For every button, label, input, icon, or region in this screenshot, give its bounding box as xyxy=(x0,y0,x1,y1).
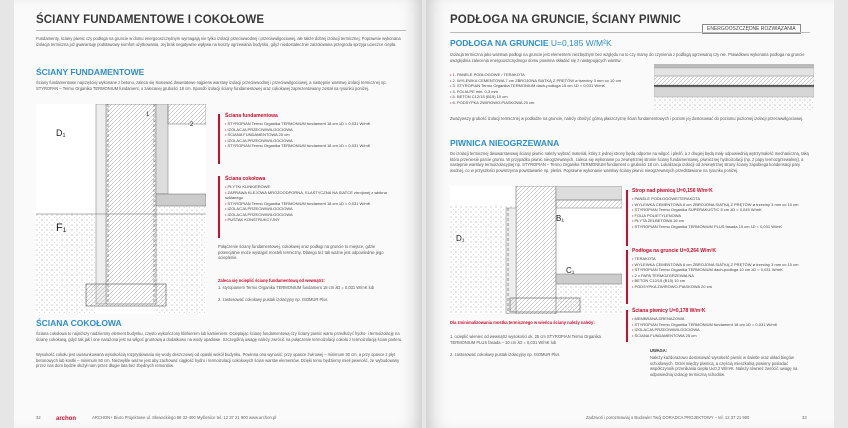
list-item: • 1. PANELE PODŁOGOWE / TERAKOTA xyxy=(450,72,650,78)
label-d1: D₁ xyxy=(456,234,465,243)
section-title-podloga-text: PODŁOGA NA GRUNCIE xyxy=(450,38,549,48)
bridge-item: 2. zastosować cokołowy pustak izolacyjny np. ISOMUR Plus xyxy=(450,352,560,357)
callout-bar-f1 xyxy=(218,114,220,164)
list-item: • PŁYTKI KLINKIEROWE xyxy=(225,184,400,190)
sciana-piwnicy-layer-list xyxy=(632,316,812,338)
list-item: • STYROPIAN Termo Organika TERMONIUM fundament 18 cm λD = 0,031 W/mK xyxy=(225,143,405,149)
list-item: • PUSTAK KONSTRUKCYJNY xyxy=(225,217,400,223)
section-text-cokolowa: Ściana cokołowa to najniższy nadziemny element budynku, często wykończony klinkierem lub kamieniem. Ocieplając ścianę fundamentową czy ściany piwnic warto przedłużyć hydro- i termoizolację na ścianę cokołową, gdyż tak jak i one narażona jest na wilgoć gruntową a dodatkowo na wody opadowe. Szczególną uwagę należy zwrócić na połączenie termoizolacji cokołu z termoizolacją ścian parteru. xyxy=(36,331,403,342)
bridge-item: 1. styropianem Termo Organika TERMONIUM fundament 18 cm λD = 0,031 W/mK lub xyxy=(218,285,375,290)
callout-title-sciana-piwnicy: Ściana piwnicy U=0,178 W/m²K xyxy=(632,308,706,314)
list-item: • IZOLACJA PRZECIWWILGOCIOWA xyxy=(225,206,400,212)
callout-bar-d1 xyxy=(218,176,220,238)
callout-bar-c1 xyxy=(626,250,628,304)
callout-bar-b1 xyxy=(626,190,628,246)
label-c1: C₁ xyxy=(566,266,575,275)
list-item: • STYROPIAN Termo Organika TERMONIUM PLUS fasada 15 cm λD = 0,031 W/mK xyxy=(632,224,812,230)
section-title-piwnica: PIWNICA NIEOGRZEWANA xyxy=(450,138,560,148)
label-2: 2 xyxy=(190,122,194,128)
section-text-piwnica: Do izolacji termicznej dwuwarstwowej ściany piwnic należy wybrać materiał, który z jednej strony będą odporne na wilgoć i pleśń, a z drugiej będą mały odpowiednią wytrzymałość mechaniczną, taką która przeniesie parcie gruntu. W przypadku piwnic nieogrzewanych, zaleca się wykonanie po zewnętrznej stronie ściany fundamentowej, piwnicznej hydroizolacji (np. z papy termozgrzewalnej), a następnie warstwy termoizolacyjnej np. STYROPIAN – Termo Organika TERMONIUM fundament o grubości 18 cm. Lokalizacja izolacji od zewnętrznej strony ściany zapobiega kondensacji pary wodnej, co w przyszłości powstrzyma powstawanie np. pleśni. Poprawne wykonanie warstwy ściany piwnic nieogrzewanych przedstawione na rysunku poniżej. xyxy=(450,151,809,173)
warning-text: Należy każdorazowo dostosować wysokość piwnic w świetle oraz układ biegów schodowych. Orzeł między piwnicą, a częścią mieszkalną powinny posiadać współczynnik przenikania ciepła U≤0,3 W/m²K. Należy również zwrócić uwagę na odpowiednią izolację termiczną schodów. xyxy=(650,355,798,377)
list-item: • 4. FOLIA PE min. 0,3 mm xyxy=(450,89,650,95)
list-item: • FOLIA POLIETYLENOWA xyxy=(632,213,812,219)
list-item: • STYROPIAN Termo Organika TERMONIUM fundament 18 cm λD = 0,031 W/mK xyxy=(632,322,812,328)
bridge-item: 2. zastosować cokołowy pustak izolacyjny np. ISOMUR Plus xyxy=(218,297,328,302)
label-f1: F₁ xyxy=(56,222,67,234)
list-item: • TERAKOTA xyxy=(632,256,812,262)
bridge-recommendation-title: Zaleca się ocieplić ścianę fundamentową od wewnątrz: xyxy=(218,278,325,283)
page-title: PODŁOGA NA GRUNCIE, ŚCIANY PIWNIC xyxy=(450,14,681,26)
list-item: • ZAPRAWA KLEJOWA MROZOODPORNA, ELASTYCZNA NA SIATCE zbrojonej z włókna szklanego xyxy=(225,190,400,201)
basement-wall-drawing xyxy=(450,186,622,314)
thermal-bridge-note: Połączenie ściany fundamentowej, cokołowej oraz podłogi na gruncie to miejsce, gdzie potencjalnie może wystąpić mostek termiczny. Dlatego też tak ważne jest odpowiednie jego ocieplenie. xyxy=(218,244,384,261)
section-tag: ENERGOOSZCZĘDNE ROZWIĄZANIA xyxy=(702,24,801,34)
list-item: • BETON C12/15 (B15) 10 cm xyxy=(632,278,812,284)
page-number: 33 xyxy=(802,415,807,420)
list-item: • ŚCIANA FUNDAMENTOWA 25 cm xyxy=(225,132,405,138)
list-item: • 3. STYROPIAN Termo Organika TERMONIUM dach-podłoga 15 cm λD = 0,031 W/mK xyxy=(450,83,650,89)
section-title-podloga xyxy=(450,38,612,48)
callout-title-cokolowa: Ściana cokołowa xyxy=(225,176,266,182)
callout-title-podloga: Podłoga na gruncie U=0,264 W/m²K xyxy=(632,248,717,254)
list-item: • PODSYPKA ŻWIROWO-PIASKOWA 20 cm xyxy=(632,284,812,290)
fundamentowa-layer-list xyxy=(225,121,405,149)
footer-text: ARCHON+ Biuro Projektowe ul. Słowackiego 86 32-400 Myślenice tel. 12 37 21 900 www.archon.pl xyxy=(92,415,277,420)
floor-layers-drawing xyxy=(654,64,814,110)
intro-text: Fundamenty, ściany piwnic czy podłoga na gruncie w domu energooszczędnym wymagają nie tylko izolacji przeciwwodnej i przeciwwilgociowej, ale także dobrej izolacji termicznej. Poprawnie wykonana izolacja termiczna już gwarantuję podstawowy komfort użytkowania. Jej brak negatywnie wpływa na koszty ogrzewania budynku, gdyż niedostatecznie zaizolowana przegroda sprzyja ucieczce ciepła. xyxy=(36,36,401,47)
list-item: • STYROPIAN Termo Organika TERMONIUM fundament 18 cm λD = 0,031 W/mK xyxy=(225,121,405,127)
section-text-podloga: Izolacja termiczna jako warstwa podłogi na gruncie jest elementem niezbędnym bez względu na to czy mamy do czynienia z podłogą ogrzewaną czy nie. Prawidłowo wykonana podłoga na gruncie uwzględnia zalecenia energooszczędnego domu powinna składać się z następujących warstw: xyxy=(450,52,805,63)
list-item: • WYLEWKA CEMENTOWA 6 cm ZBROJONA SIATKĄ Z PRĘTÓW ø trzeciny 3 mm co 10 cm xyxy=(632,262,812,268)
label-1: 1 xyxy=(146,112,150,118)
list-item: • IZOLACJA PRZECIWWILGOCIOWA xyxy=(225,138,405,144)
right-page xyxy=(426,0,834,428)
list-item: • IZOLACJA PRZECIWWILGOCIOWA xyxy=(225,212,400,218)
list-item: • 2 x PAPA TERMOZGRZEWALNA xyxy=(632,273,812,279)
podloga-layer-list xyxy=(632,256,812,289)
section-text-cokolowa-2: Wysokość cokołu jest uwarunkowana wysokością rozpryskiwania się wody deszczowej od opaski wokół budynku. Powinna ona wynosić: przy opasce żwirowej – minimum 30 cm, a przy opasce z płyt betonowych lub kostki – minimum 50 cm. Niezwykle ważne jest aby zachować ciągłość hydro i termoizolacji cokołowych ścian warstw elementów. Dzięki temu będziemy mieli pewność, że wybudowany przez nas dom będzie służył nam przez długie lata bez zbędnych remontów. xyxy=(36,352,400,369)
callout-title-strop: Strop nad piwnicą U=0,156 W/m²K xyxy=(632,188,713,194)
left-page xyxy=(14,0,422,428)
list-item: • 2. WYLEWKA CEMENTOWA 7 cm ZBROJONA SIATKĄ Z PRĘTÓW ø trzeciny 3 mm co 10 cm xyxy=(450,78,650,84)
strop-layer-list xyxy=(632,196,812,229)
callout-bar-d1 xyxy=(626,310,628,342)
u-value: U=0,185 W/M²K xyxy=(550,38,612,48)
list-item: • WYLEWKA CEMENTOWA 6 cm ZBROJONA SIATKĄ Z PRĘTÓW ø trzeciny 3 mm co 10 cm xyxy=(632,202,812,208)
warning-title: UWAGA: xyxy=(650,348,668,353)
archon-logo: archon xyxy=(56,416,77,422)
cokolowa-layer-list xyxy=(225,184,400,223)
footer-text: Zadzwoń i porozmawiaj o Budowie! Twój DORADCA PROJEKTOWY – tel. 12 37 21 900 xyxy=(586,415,750,420)
list-item: • 6. PODSYPKA ŻWIROWO-PIASKOWA 20 cm xyxy=(450,100,650,106)
title-divider xyxy=(450,32,810,33)
title-divider xyxy=(36,30,406,31)
list-item: • PANELE PODŁOGOWE/TERAKOTA xyxy=(632,196,812,202)
list-item: • PŁYTA ŻELBETOWA 16 cm xyxy=(632,218,812,224)
page-title: ŚCIANY FUNDAMENTOWE I COKOŁOWE xyxy=(36,14,265,26)
label-b1: B₁ xyxy=(556,214,565,223)
section-text-fundamentowe: Ściany fundamentowe najczęściej wykonane z betonu, zaleca się stosować dwuetatowe najpierw warstwy izolacji przeciwwodnej i przeciwwilgociowej, a następnie warstwę izolacji termicznej np. STYROPAN – Termo Organika TERMONIUM fundament, o zalecanej grubości 18 cm. Sposób izolacji ściany fundamentowej oraz cokołowej zaprezentowany został na rysunku poniżej. xyxy=(36,80,387,91)
list-item: • STYROPIAN Termo Organika SUPERAKUSTIC 5 cm λD = 0,045 W/mK xyxy=(632,207,812,213)
list-item: • STYROPIAN Termo Organika TERMONIUM dach-podłoga 10 cm λD = 0,031 W/mK xyxy=(632,267,812,273)
bridge-recommendation-title: Dla zminimalizowania mostka termicznego w wieńcu ściany należy należy: xyxy=(450,320,595,325)
list-item: • MEMBRANA DRENAŻOWA xyxy=(632,316,812,322)
section-title-cokolowa: ŚCIANA COKOŁOWA xyxy=(36,318,122,328)
floor-layer-list xyxy=(450,72,650,105)
list-item: • 5. BETON C12/15 (B15) 10 cm xyxy=(450,94,650,100)
list-item: • STYROPIAN Termo Organika TERMONIUM fundament 18 cm λD = 0,031 W/mK xyxy=(225,201,400,207)
callout-title-fundamentowa: Ściana fundamentowa xyxy=(225,113,278,119)
list-item: • IZOLACJA PRZECIWWILGOCIOWA xyxy=(632,327,812,333)
section-title-fundamentowe: ŚCIANY FUNDAMENTOWE xyxy=(36,67,145,77)
page-number: 32 xyxy=(36,415,41,420)
label-d1: D₁ xyxy=(56,128,66,138)
bridge-item: 1. ocieplić wieniec od wewnątrz wysokości ok. 25 cm STYROPIAN Termo Organika TERMONIUM PLUS fasada – 10 cm λD = 0,031 W/mK lub xyxy=(450,334,601,345)
list-item: • IZOLACJA PRZECIWWILGOCIOWA xyxy=(225,127,405,133)
list-item: • ŚCIANA FUNDAMENTOWA 25 cm xyxy=(632,333,812,339)
floor-note: Zważywszy grubość izolacji termicznej w podłodze na gruncie, należy obniżyć górną płaszczyznę ścian fundamentowych i poziom jej dostosować do poziomu poziomej izolacji przeciwwilgociowej. xyxy=(450,116,804,121)
